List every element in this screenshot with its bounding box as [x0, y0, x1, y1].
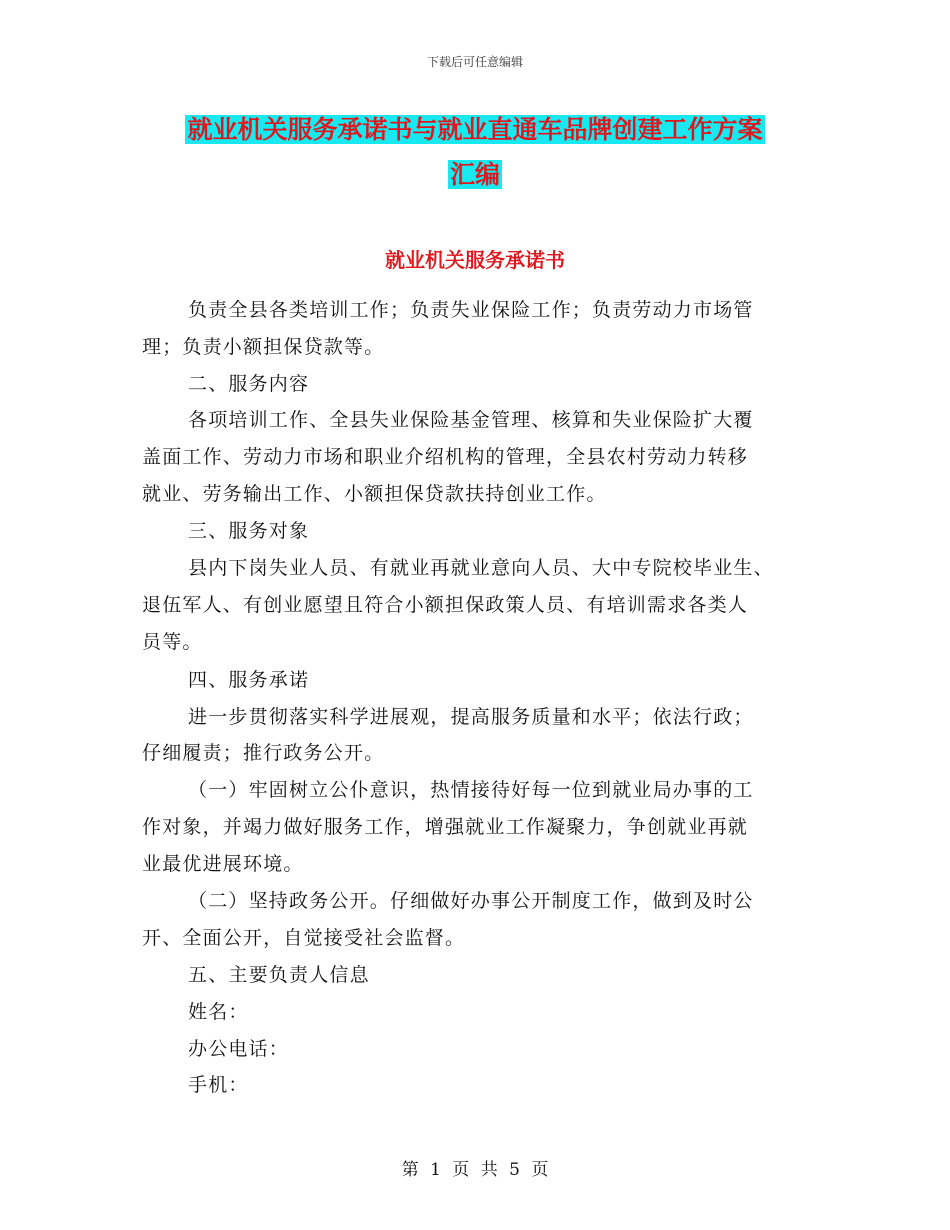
paragraph-line: 负责全县各类培训工作；负责失业保险工作；负责劳动力市场管: [188, 299, 754, 321]
paragraph-line: 盖面工作、劳动力市场和职业介绍机构的管理，全县农村劳动力转移: [142, 446, 749, 468]
paragraph-line: 就业、劳务输出工作、小额担保贷款扶持创业工作。: [142, 483, 607, 505]
office-phone-label: 办公电话：: [188, 1038, 290, 1060]
heading-service-content: 二、服务内容: [188, 373, 310, 395]
document-title-line-1: 就业机关服务承诺书与就业直通车品牌创建工作方案: [187, 115, 763, 144]
heading-responsible-person: 五、主要负责人信息: [188, 964, 370, 986]
paragraph-line: 进一步贯彻落实科学进展观，提高服务质量和水平；依法行政；: [188, 706, 754, 728]
paragraph-line: 业最优进展环境。: [142, 853, 304, 875]
paragraph-line: 员等。: [142, 631, 203, 653]
page-footer: 第 1 页 共 5 页: [401, 1160, 549, 1180]
document-title-line-2: 汇编: [449, 160, 500, 189]
heading-service-target: 三、服务对象: [188, 520, 310, 542]
paragraph-line: 退伍军人、有创业愿望且符合小额担保政策人员、有培训需求各类人: [142, 594, 749, 616]
mobile-label: 手机：: [188, 1074, 249, 1096]
paragraph-line: （二）坚持政务公开。仔细做好办事公开制度工作，做到及时公: [188, 890, 754, 912]
paragraph-line: 仔细履责；推行政务公开。: [142, 742, 385, 764]
paragraph-line: 理；负责小额担保贷款等。: [142, 336, 385, 358]
name-label: 姓名：: [188, 1001, 249, 1023]
paragraph-line: 各项培训工作、全县失业保险基金管理、核算和失业保险扩大覆: [188, 409, 754, 431]
paragraph-line: 作对象，并竭力做好服务工作，增强就业工作凝聚力，争创就业再就: [142, 816, 749, 838]
paragraph-line: 开、全面公开，自觉接受社会监督。: [142, 927, 466, 949]
heading-service-commitment: 四、服务承诺: [188, 669, 310, 691]
paragraph-line: 县内下岗失业人员、有就业再就业意向人员、大中专院校毕业生、: [188, 557, 774, 579]
header-note: 下载后可任意编辑: [426, 55, 523, 69]
paragraph-line: （一）牢固树立公仆意识，热情接待好每一位到就业局办事的工: [188, 779, 754, 801]
section-title: 就业机关服务承诺书: [385, 248, 565, 272]
